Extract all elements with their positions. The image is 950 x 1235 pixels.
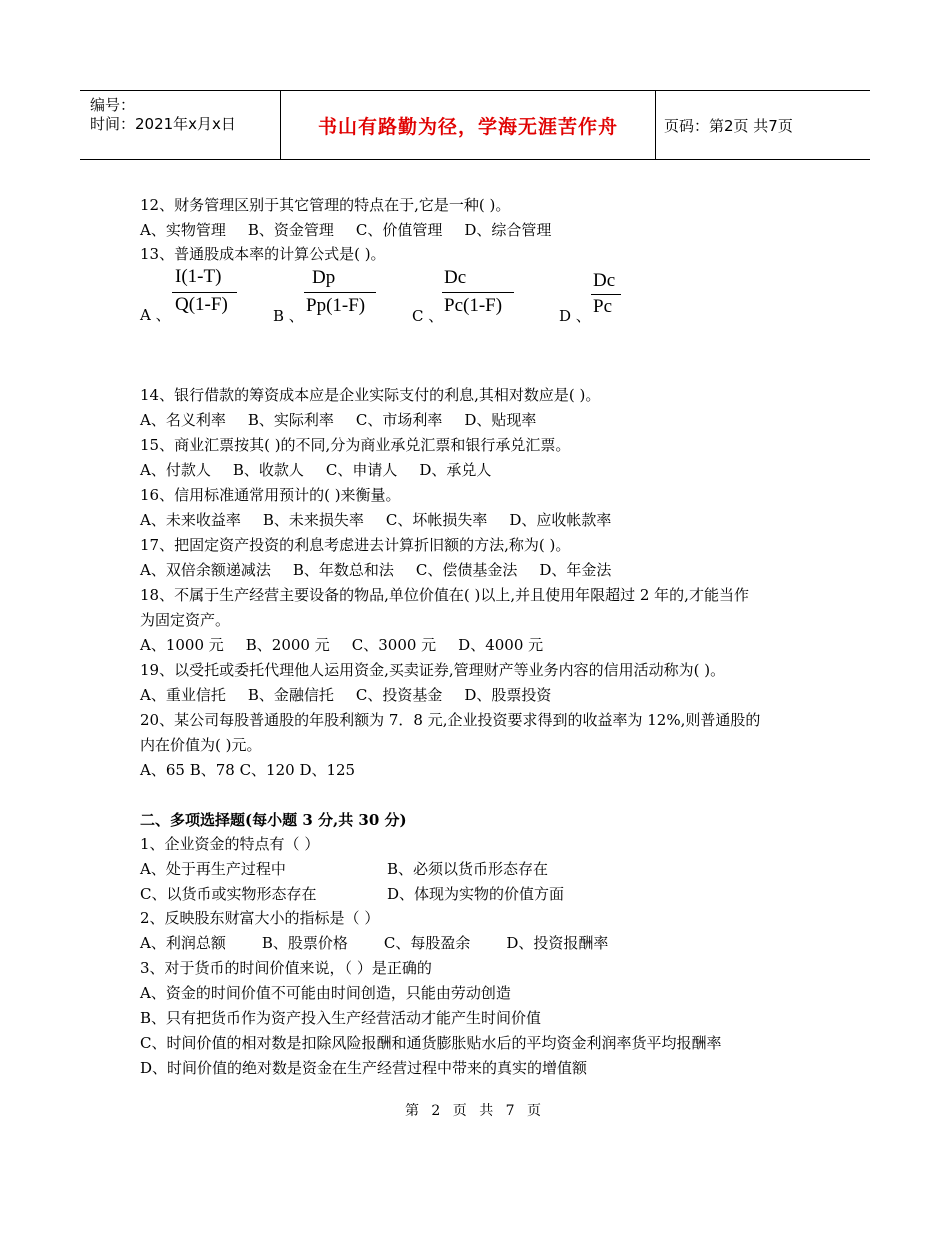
option: C、坏帐损失率 [385, 511, 488, 529]
question-20: 20、某公司每股普通股的年股利额为 7．8 元,企业投资要求得到的收益率为 12%,则普通股的 [140, 711, 761, 729]
question-14-options [140, 410, 536, 430]
header-left-cell [80, 91, 280, 159]
question-15: 15、商业汇票按其( )的不同,分为商业承兑汇票和银行承兑汇票。 [140, 436, 571, 454]
formula-denominator: Pc(1-F) [444, 295, 503, 316]
formula-label: D 、 [559, 307, 591, 325]
multi-question-3-option-d: D、时间价值的绝对数是资金在生产经营过程中带来的真实的增值额 [140, 1059, 588, 1077]
formula-numerator: Dc [593, 270, 616, 291]
multi-question-1: 1、企业资金的特点有（ ） [140, 835, 320, 853]
option: D、贴现率 [464, 411, 537, 429]
question-19-options [140, 685, 551, 705]
number-label: 编号： [90, 96, 136, 114]
question-20-continued: 内在价值为( )元。 [140, 736, 262, 754]
option: B、年数总和法 [292, 561, 394, 579]
option: D、股票投资 [464, 686, 552, 704]
formula-denominator: Pp(1-F) [306, 295, 366, 316]
formula-numerator: Dc [444, 267, 467, 288]
question-18: 18、不属于生产经营主要设备的物品,单位价值在( )以上,并且使用年限超过 2 年的,才能当作 [140, 586, 749, 604]
option: D、应收帐款率 [509, 511, 612, 529]
option: B、金融信托 [247, 686, 334, 704]
option: B、收款人 [232, 461, 304, 479]
option: D、年金法 [539, 561, 612, 579]
option: A、利润总额 [140, 934, 226, 952]
question-20-options: A、65 B、78 C、120 D、125 [140, 761, 356, 779]
formula-denominator: Q(1-F) [175, 294, 228, 315]
question-16-options [140, 510, 611, 530]
option: C、偿债基金法 [415, 561, 518, 579]
option: C、价值管理 [355, 221, 443, 239]
section-title: 二、多项选择题(每小题 3 分,共 30 分) [140, 811, 407, 829]
option: B、未来损失率 [262, 511, 364, 529]
option: A、未来收益率 [140, 511, 241, 529]
question-18-options [140, 635, 543, 655]
option: D、投资报酬率 [506, 934, 609, 952]
formula-label: B 、 [273, 307, 304, 325]
multi-question-2: 2、反映股东财富大小的指标是（ ） [140, 909, 380, 927]
option: C、以货币或实物形态存在 [140, 885, 317, 903]
question-12: 12、财务管理区别于其它管理的特点在于,它是一种( )。 [140, 196, 511, 214]
motto: 书山有路勤为径，学海无涯苦作舟 [317, 115, 618, 138]
option: B、股票价格 [261, 934, 348, 952]
multi-question-3-option-c: C、时间价值的相对数是扣除风险报酬和通货膨胀贴水后的平均资金利润率货平均报酬率 [140, 1034, 722, 1052]
multi-question-3-option-b: B、只有把货币作为资产投入生产经营活动才能产生时间价值 [140, 1009, 542, 1027]
formula-label: C 、 [412, 307, 444, 325]
option: C、投资基金 [355, 686, 443, 704]
option: A、处于再生产过程中 [140, 860, 286, 878]
fraction-bar [172, 292, 237, 293]
option: A、名义利率 [140, 411, 226, 429]
option: A、重业信托 [140, 686, 226, 704]
question-12-options [140, 220, 551, 240]
question-16: 16、信用标准通常用预计的( )来衡量。 [140, 486, 401, 504]
question-18-continued: 为固定资产。 [140, 611, 231, 629]
formula-label: A 、 [140, 306, 171, 324]
fraction-bar [591, 294, 621, 295]
question-17-options [140, 560, 611, 580]
option: B、实际利率 [247, 411, 334, 429]
option: D、综合管理 [464, 221, 552, 239]
option: A、实物管理 [140, 221, 226, 239]
option: D、体现为实物的价值方面 [387, 885, 565, 903]
multi-question-2-options [140, 933, 608, 953]
multi-question-1-row-2 [140, 884, 564, 904]
option: C、3000 元 [351, 636, 437, 654]
option: B、2000 元 [245, 636, 330, 654]
question-15-options [140, 460, 491, 480]
option: D、承兑人 [419, 461, 492, 479]
multi-question-3-option-a: A、资金的时间价值不可能由时间创造，只能由劳动创造 [140, 984, 511, 1002]
page-info: 页码：第2页 共7页 [664, 116, 793, 135]
option: A、双倍余额递减法 [140, 561, 271, 579]
header-motto-cell [280, 91, 656, 159]
option: C、每股盈余 [383, 934, 471, 952]
option: C、市场利率 [355, 411, 443, 429]
option: B、必须以货币形态存在 [387, 860, 549, 878]
option: A、付款人 [140, 461, 211, 479]
time-label: 时间：2021年x月x日 [90, 115, 236, 133]
option: A、1000 元 [140, 636, 224, 654]
fraction-bar [304, 292, 376, 293]
formula-denominator: Pc [593, 296, 612, 317]
multi-question-1-row-1 [140, 859, 548, 879]
option: B、资金管理 [247, 221, 334, 239]
multi-question-3: 3、对于货币的时间价值来说，（ ）是正确的 [140, 959, 432, 977]
option: C、申请人 [325, 461, 398, 479]
fraction-bar [442, 292, 514, 293]
question-17: 17、把固定资产投资的利息考虑进去计算折旧额的方法,称为( )。 [140, 536, 571, 554]
question-14: 14、银行借款的筹资成本应是企业实际支付的利息,其相对数应是( )。 [140, 386, 601, 404]
question-19: 19、以受托或委托代理他人运用资金,买卖证券,管理财产等业务内容的信用活动称为( )。 [140, 661, 726, 679]
page-footer: 第 2 页 共 7 页 [404, 1103, 546, 1119]
formula-numerator: I(1-T) [175, 266, 222, 287]
question-13: 13、普通股成本率的计算公式是( )。 [140, 245, 386, 263]
formula-numerator: Dp [312, 267, 336, 288]
header-page-cell [655, 91, 870, 159]
option: D、4000 元 [458, 636, 544, 654]
page-header [80, 90, 870, 160]
